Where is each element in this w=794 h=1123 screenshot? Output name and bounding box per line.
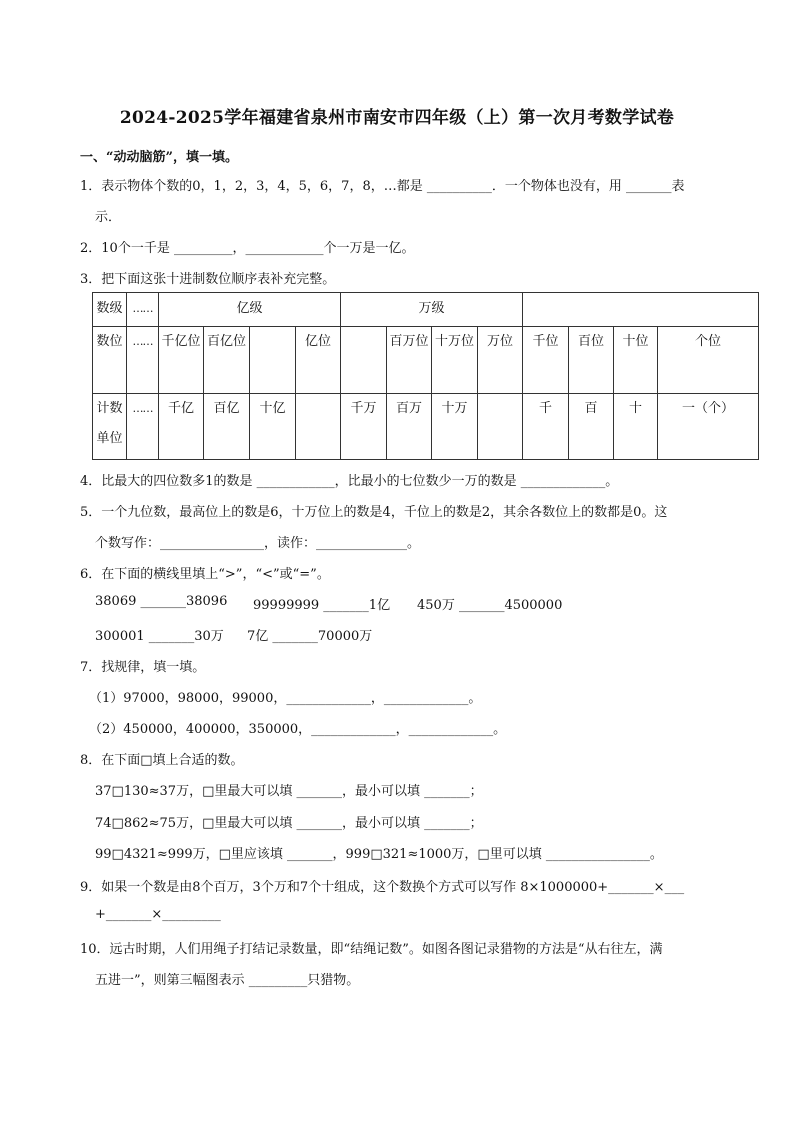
question-10-line-2: 五进一”，则第三幅图表示 _________只猎物。 — [95, 973, 360, 988]
cell-shi: 十 — [614, 394, 658, 460]
cell-qianyi: 千亿 — [159, 394, 204, 460]
cell-qian: 千 — [523, 394, 569, 460]
cell-wanji: 万级 — [341, 293, 523, 327]
cell-shuwei-label: 数位 — [93, 327, 127, 394]
question-7: 7．找规律，填一填。 — [80, 660, 206, 675]
question-6-item-a: 38069 _______38096 — [95, 594, 228, 609]
cell-ellipsis: …… — [127, 327, 159, 394]
question-1-line-2: 示． — [95, 210, 122, 225]
cell-yiji: 亿级 — [159, 293, 341, 327]
question-4: 4．比最大的四位数多1的数是 ____________，比最小的七位数少一万的数是 _____________。 — [80, 474, 619, 489]
cell-bai: 百 — [569, 394, 614, 460]
question-3: 3．把下面这张十进制数位顺序表补充完整。 — [80, 272, 336, 287]
cell-baiwan-wei: 百万位 — [387, 327, 432, 394]
cell-baiwan: 百万 — [387, 394, 432, 460]
question-8-line-1: 37□130≈37万，□里最大可以填 _______，最小可以填 _______； — [95, 784, 483, 799]
cell-shiyi: 十亿 — [250, 394, 296, 460]
cell-blank — [341, 327, 387, 394]
cell-qianyi-wei: 千亿位 — [159, 327, 204, 394]
question-7-part-1: （1）97000，98000，99000，_____________，_____________。 — [89, 691, 482, 706]
question-5-line-2: 个数写作：________________，读作：______________。 — [95, 536, 421, 551]
question-9-line-1: 9．如果一个数是由8个百万，3个万和7个十组成，这个数换个方式可以写作 8×1000000+_______×___ — [80, 880, 685, 895]
cell-shuji-label: 数级 — [93, 293, 127, 327]
cell-bai-wei: 百位 — [569, 327, 614, 394]
cell-jishu-label: 计数单位 — [93, 394, 127, 460]
cell-blank — [296, 394, 341, 460]
cell-geji-blank — [523, 293, 759, 327]
question-5-line-1: 5．一个九位数，最高位上的数是6，十万位上的数是4，千位上的数是2，其余各数位上的数都是0。这 — [80, 505, 668, 520]
question-6: 6．在下面的横线里填上“>”，“<”或“=”。 — [80, 567, 330, 582]
question-8-line-3: 99□4321≈999万，□里应该填 _______，999□321≈1000万，□里可以填 ________________。 — [95, 847, 663, 862]
section-heading: 一、“动动脑筋”，填一填。 — [80, 150, 238, 165]
question-8-line-2: 74□862≈75万，□里最大可以填 _______，最小可以填 _______； — [95, 816, 483, 831]
cell-blank — [478, 394, 523, 460]
cell-qianwan: 千万 — [341, 394, 387, 460]
question-6-item-c: 450万 _______4500000 — [417, 598, 563, 613]
cell-shi-wei: 十位 — [614, 327, 658, 394]
page-title: 2024-2025学年福建省泉州市南安市四年级（上）第一次月考数学试卷 — [119, 108, 675, 128]
question-6-item-d: 300001 _______30万 — [95, 629, 224, 644]
question-8: 8．在下面□填上合适的数。 — [80, 753, 244, 768]
question-7-part-2: （2）450000，400000，350000，_____________，_____________。 — [89, 722, 507, 737]
cell-baiyi: 百亿 — [204, 394, 250, 460]
cell-ellipsis: …… — [127, 394, 159, 460]
cell-blank — [250, 327, 296, 394]
cell-baiyi-wei: 百亿位 — [204, 327, 250, 394]
cell-ge-wei: 个位 — [658, 327, 759, 394]
question-10-line-1: 10．远古时期，人们用绳子打结记录数量，即“结绳记数”。如图各图记录猎物的方法是“从右往左，满 — [80, 942, 663, 957]
question-9-line-2: +_______×_________ — [95, 907, 221, 922]
cell-shiwan-wei: 十万位 — [432, 327, 478, 394]
question-6-item-e: 7亿 _______70000万 — [247, 629, 373, 644]
question-1-line-1: 1．表示物体个数的0，1，2，3，4，5，6，7，8，…都是 __________．一个物体也没有，用 _______表 — [80, 179, 685, 194]
cell-wan-wei: 万位 — [478, 327, 523, 394]
cell-qian-wei: 千位 — [523, 327, 569, 394]
cell-ge: 一（个） — [658, 394, 759, 460]
question-6-item-b: 99999999 _______1亿 — [253, 598, 391, 613]
cell-ellipsis: …… — [127, 293, 159, 327]
question-2: 2．10个一千是 _________，____________个一万是一亿。 — [80, 241, 415, 256]
cell-yi-wei: 亿位 — [296, 327, 341, 394]
cell-shiwan: 十万 — [432, 394, 478, 460]
place-value-table — [92, 292, 759, 460]
